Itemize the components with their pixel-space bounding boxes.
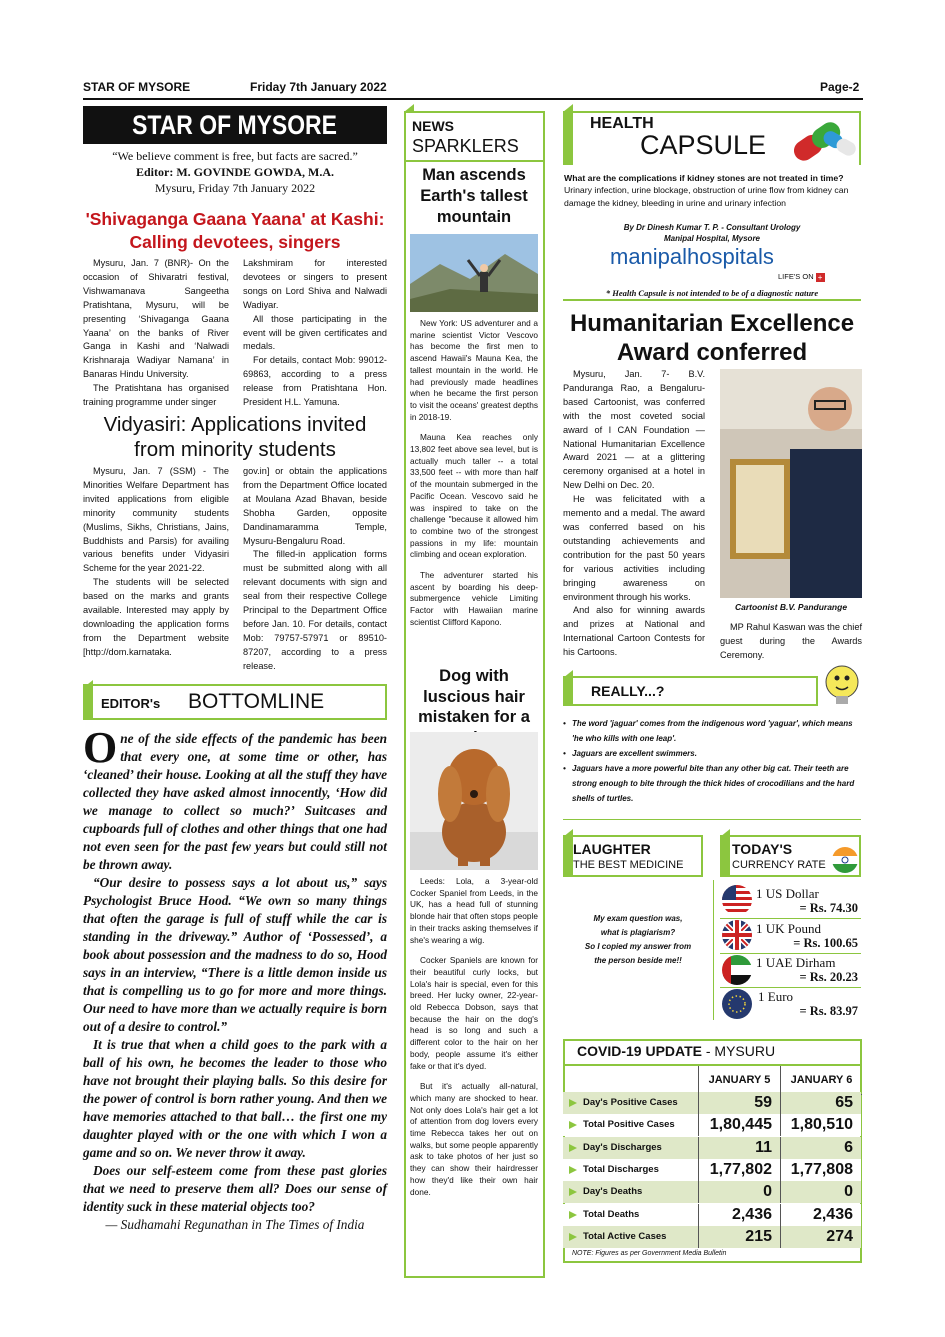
health-bottom-rule [563,299,861,301]
covid-note: NOTE: Figures as per Government Media Bulletin [572,1250,727,1257]
award-photo [720,369,862,598]
covid-col-header-1: JANUARY 5 [698,1066,780,1094]
laughter-divider [713,880,714,1020]
sparklers-story2: Leeds: Lola, a 3-year-old Cocker Spaniel from Leeds, in the UK, has a head full of stunning blonde hair that often stops people in their tracks asking themselves if she's wearing a wig. Cocker Spaniels are known for their beautiful curly locks, but Lola's hair is special, even for this breed. Her lucky owner, 22-year-old Rebecca Dobson, says that because the hair on the dog's head is so long and such a different color to the hair on her body, people assume it's either fake or that it's dyed. But it's actually all-natural, which many are shocked to hear. Not only does Lola's hair get a lot of attention from dog lovers every time Rebecca takes her out on walks, but some people apparently ask to take photos of her just so they can show their hairdresser how they'd like their own hair done. [410,876,538,1197]
header-paper-name: STAR OF MYSORE [83,80,191,94]
laughter-joke: My exam question was, what is plagiarism? So I copied my answer from the person beside me!! [584,914,692,965]
us-flag-icon [722,885,752,915]
currency-aed-unit: 1 UAE Dirham [756,955,836,970]
uk-flag-icon [722,920,752,950]
capsule-icon [782,113,862,163]
health-answer: Urinary infection, urine blockage, obstruction of urine flow from kidney can damage the kidney, bleeding in urine and urinary infection [564,185,849,208]
covid-row-label: Total Positive Cases [563,1114,698,1136]
eu-flag-icon [722,989,752,1019]
header-rule [83,98,863,100]
arrow-icon [569,1233,577,1241]
covid-value-jan5: 59 [698,1092,780,1114]
covid-value-jan5: 215 [698,1226,780,1248]
covid-value-jan6: 65 [780,1092,861,1114]
arrow-icon [569,1211,577,1219]
covid-row-label: Day's Discharges [563,1137,698,1159]
arrow-icon [569,1188,577,1196]
sparklers-divider [406,160,543,162]
vidyasiri-col1: Mysuru, Jan. 7 (SSM) - The Minorities Welfare Department has invited applications from eligible minority community students (Muslims, Sikhs, Christians, Jains, Buddhists and Parsis) for availing various benefits under Vidyasiri Scheme for the year 2021-22. The students will be selected based on the marks and grants available. Interested may apply by downloading the application forms from the Department website [http://dom.karnataka. [83,466,229,657]
bottomline-body: One of the side effects of the pandemic has been that every one, at some time or other, has ‘cleaned’ their house. Looking at all the stuff they have collected they have asked almost innocently, ‘How did we manage to collect so much?’ Suitcases and cupboards full of clothes and other things that one had not even seen for the past few years but could still not be thrown away. “Our desire to possess says a lot about us,” says Psychologist Bruce Hood. “We own so many things that often the garage is full of stuff while the car is standing in the driveway.” Author of ‘Possessed’, a book about possession and the madness to do so, Hood says in an interview, “There is a little demon inside us that is compelling us to go for more and more things. Our need to have more than we actually require is born out of a desire to control.” It is true that when a child goes to the park with a ball of his own, he becomes the leader to those who have not brought their playing balls. So this desire for the power of control is born rather young. And then we have memories attached to that ball… the first one my daughter played with or the one with which I won a game and so on. We never throw it away. Does our self-esteem come from these past glories that we need to preserve them all? Does our sense of identity suck in these material objects too? — Sudhamahi Regunathan in The Times of India [83,723,387,1232]
climber-body [480,272,488,292]
currency-sep [720,918,861,919]
laughter-tab-notch [563,829,573,837]
covid-row [563,1204,861,1226]
covid-row-label: Total Active Cases [563,1226,698,1248]
award-side-text: MP Rahul Kaswan was the chief guest during the Awards Ceremony. [720,622,862,660]
dog-photo [410,732,538,870]
sparklers-tab-bold: NEWS [412,118,454,134]
masthead-motto: “We believe comment is free, but facts are sacred.” Editor: M. GOVINDE GOWDA, M.A. Mysuru, Friday 7th January 2022 [112,149,358,195]
covid-title: COVID-19 UPDATE - MYSURU [577,1043,776,1059]
currency-sep [720,953,861,954]
kashi-col1: Mysuru, Jan. 7 (BNR)- On the occasion of Shivaratri festival, Vishwamanava Sangeetha Pratishtana, Mysuru, will be presenting ‘Shivaganga Gaana Yaana’ on the banks of River Ganga in Kashi and ‘Nalwadi Krishnaraja Wadiyar Namana’ in Banaras Hindu University. The Pratishtana has organised training programme under singer [83,258,229,408]
covid-row-label: Day's Positive Cases [563,1092,698,1114]
covid-row [563,1114,861,1136]
award-caption: Cartoonist B.V. Pandurange [734,602,848,612]
covid-value-jan6: 0 [780,1181,861,1203]
arrow-icon [569,1121,577,1129]
bottomline-tab-notch [83,680,93,688]
really-item: • The word 'jaguar' comes from the indigenous word 'yaguar', which means 'he who kills with one leap'. [563,719,853,743]
currency-tab: TODAY'S CURRENCY RATE [720,835,861,877]
covid-value-jan5: 1,80,445 [698,1114,780,1136]
currency-tab-notch [720,829,730,837]
sparklers-h2: Dog with luscious hair mistaken for a [418,667,530,726]
really-item: • Jaguars are excellent swimmers. [563,749,697,758]
climber-head [480,264,488,272]
really-item: • Jaguars have a more powerful bite than any other big cat. Their teeth are strong enough to bite through the thick hides of crocodilians and the hard shells of turtles. [563,764,855,803]
bulb-icon [818,660,866,710]
arrow-icon [569,1166,577,1174]
manipal-logo: manipalhospitals [610,244,774,269]
header-page: Page-2 [820,80,860,94]
award-body: Mysuru, Jan. 7- B.V. Panduranga Rao, a Bengaluru-based Cartoonist, was conferred with the most coveted social award of I CAN Foundation — National Humanitarian Excellence Award 2021 — at a glittering ceremony organised at a hotel in New Delhi on Dec. 20. He was felicitated with a memento and a medal. The award was conferred based on his outstanding achievements and contribution for the past 50 years for various activities including bringing awareness on environment through his works. And also for winning awards and prizes at National and International Cartoon Contests for his Cartoons. [563,369,705,658]
award-headline: Humanitarian Excellence Award conferred [569,310,855,366]
covid-row [563,1181,861,1203]
plus-icon: + [816,273,825,282]
header-date: Friday 7th January 2022 [250,80,387,94]
sparklers-tab-light: SPARKLERS [412,136,519,156]
covid-value-jan6: 2,436 [780,1204,861,1226]
sparklers-story1: New York: US adventurer and a marine scientist Victor Vescovo has become the first men to ascend Hawaii's Mauna Kea, the tallest mountain in the world. He had previously made headlines when he became the first person to visit the oceans' greatest depths in 2018-19. Mauna Kea reaches only 13,802 feet above sea level, but is actually much taller -- a total 33,500 feet -- with more than half of the mountain submerged in the Pacific Ocean. Vescovo said he was inspired to take on the challenge "because it allowed him to combine two of the strongest passions in my life: mountain climbing and ocean exploration. The adventurer started his ascent by boarding his deep-submergence vehicle Limiting Factor with Hawaiian marine scientist Clifford Kapono. [410,318,538,627]
health-tab-light: CAPSULE [640,130,767,160]
laughter-tab: LAUGHTER THE BEST MEDICINE [563,835,703,877]
currency-eur-unit: 1 Euro [758,989,794,1004]
really-list [563,716,863,806]
currency-gbp-unit: 1 UK Pound [756,921,822,936]
covid-value-jan5: 2,436 [698,1204,780,1226]
bottomline-credit: — Sudhamahi Regunathan in The Times of India [105,1217,365,1232]
covid-value-jan5: 1,77,802 [698,1159,780,1181]
kashi-headline: 'Shivaganga Gaana Yaana' at Kashi: Calling devotees, singers [85,209,385,252]
covid-row [563,1226,861,1248]
covid-value-jan6: 6 [780,1137,861,1159]
covid-value-jan5: 0 [698,1181,780,1203]
really-bottom-rule [563,819,861,820]
mountain-photo [410,234,538,312]
vidyasiri-col2: gov.in] or obtain the applications from the Department Office located at Moulana Azad Bhavan, beside Shobha Garden, opposite Dandinamaramma Temple, Mysuru-Bengaluru Road. The filled-in application forms must be submitted along with all relevant documents with sign and seal from their respective College Principal to the Department Office before Jan. 10. For details, contact Mob: 79757-57971 or 89510-87207, according to a press release. [243,466,387,671]
currency-usd-unit: 1 US Dollar [756,886,819,901]
health-byline: By Dr Dinesh Kumar T. P. - Consultant Urology Manipal Hospital, Mysore [623,223,801,243]
sparklers-tab-notch [404,104,414,112]
manipal-tagline: LIFE'S ON + [778,272,825,282]
health-disclaimer: * Health Capsule is not intended to be of a diagnostic nature [605,288,819,298]
covid-value-jan6: 274 [780,1226,861,1248]
covid-row [563,1159,861,1181]
health-tab-bold: HEALTH [590,115,654,132]
covid-row [563,1092,861,1114]
india-flag-icon [832,847,858,873]
vidyasiri-headline: Vidyasiri: Applications invited from minority students [103,413,367,461]
arrow-icon [569,1099,577,1107]
currency-aed-value: = Rs. 20.23 [799,970,858,984]
covid-value-jan5: 11 [698,1137,780,1159]
covid-row [563,1137,861,1159]
currency-sep [720,987,861,988]
currency-eur-value: = Rs. 83.97 [799,1004,858,1018]
covid-col-header-2: JANUARY 6 [780,1066,862,1094]
really-tab: REALLY...? [563,676,818,706]
arrow-icon [569,1144,577,1152]
person-jacket [790,449,862,598]
covid-row-label: Day's Deaths [563,1181,698,1203]
covid-value-jan6: 1,77,808 [780,1159,861,1181]
kashi-col2: Lakshmiram for interested devotees or singers to present songs on Lord Shiva and Nalwadi Wadiyar. All those participating in the event will be given certificates and medals. For details, contact Mob: 99012-69863, according to a press release from Pratishtana Hon. President H.L. Yamuna. [243,258,387,408]
bottomline-dropcap: O [83,723,118,772]
covid-row-label: Total Deaths [563,1204,698,1226]
health-question: What are the complications if kidney stones are not treated in time? [564,173,844,183]
currency-gbp-value: = Rs. 100.65 [793,936,858,950]
health-tab-notch [563,104,573,112]
really-tab-notch [563,670,573,678]
masthead-logo: STAR OF MYSORE [83,106,387,144]
covid-value-jan6: 1,80,510 [780,1114,861,1136]
covid-row-label: Total Discharges [563,1159,698,1181]
bottomline-tab: EDITOR's BOTTOMLINE [83,684,387,720]
sparklers-h1: Man ascends Earth's tallest mountain [420,166,528,226]
currency-usd-value: = Rs. 74.30 [799,901,858,915]
uae-flag-icon [722,955,752,985]
